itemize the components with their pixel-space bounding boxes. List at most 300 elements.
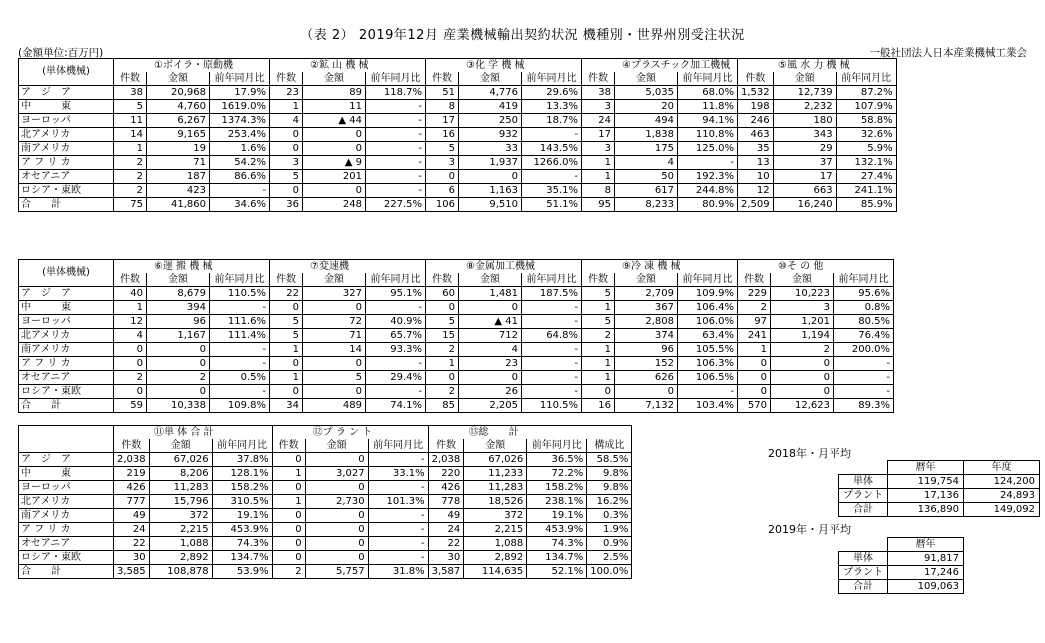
data-cell: 0 (270, 385, 303, 399)
column-header-amount: 金額 (305, 439, 368, 453)
data-cell: - (834, 385, 894, 399)
column-header-count: 件数 (738, 72, 774, 86)
region-label: オセアニア (19, 371, 114, 385)
data-cell: 5 (426, 315, 459, 329)
data-cell: 106 (426, 198, 459, 212)
group-header: ⑧金属加工機械 (426, 260, 582, 274)
data-cell: 24 (114, 523, 150, 537)
data-cell: 106.5% (678, 371, 738, 385)
data-cell: 1 (114, 301, 147, 315)
data-cell: - (210, 343, 270, 357)
data-cell: 106.4% (678, 301, 738, 315)
column-header-count: 件数 (270, 273, 303, 287)
summary-value: 17,136 (888, 489, 964, 503)
data-cell: 2,215 (149, 523, 212, 537)
data-cell: 10,223 (771, 287, 834, 301)
data-cell: 219 (114, 467, 150, 481)
data-cell: 0 (305, 509, 368, 523)
data-cell: - (522, 301, 582, 315)
data-cell: 0 (459, 371, 522, 385)
data-cell: 37 (773, 156, 836, 170)
data-cell: 2 (114, 170, 147, 184)
data-cell: - (366, 301, 426, 315)
data-cell: 2,892 (464, 551, 527, 565)
region-label: 合 計 (19, 198, 114, 212)
summary-label: 単体 (839, 552, 888, 566)
data-cell: 2,232 (773, 100, 836, 114)
data-cell: 108,878 (149, 565, 212, 579)
region-label: オセアニア (19, 537, 114, 551)
data-cell: 2,509 (738, 198, 774, 212)
data-cell: 372 (464, 509, 527, 523)
data-cell: 33.1% (368, 467, 428, 481)
data-cell: 49 (428, 509, 464, 523)
table-row (19, 128, 897, 142)
data-cell: 9,510 (459, 198, 522, 212)
data-cell: 229 (738, 287, 771, 301)
data-cell: 1,937 (459, 156, 522, 170)
table-row (19, 114, 897, 128)
data-cell: 10,338 (147, 399, 210, 413)
data-cell: - (522, 371, 582, 385)
data-cell: 1,201 (771, 315, 834, 329)
data-cell: 22 (114, 537, 150, 551)
data-cell: 16.2% (587, 495, 632, 509)
data-cell: 106.0% (678, 315, 738, 329)
table-row (19, 371, 894, 385)
data-cell: 0 (147, 385, 210, 399)
region-label: ヨーロッパ (19, 481, 114, 495)
region-label: ア ジ ア (19, 86, 114, 100)
column-header-yoy: 前年同月比 (522, 273, 582, 287)
data-cell: 49 (114, 509, 150, 523)
data-cell: 128.1% (212, 467, 272, 481)
data-cell: 97 (738, 315, 771, 329)
column-header-amount: 金額 (773, 72, 836, 86)
data-cell: - (834, 371, 894, 385)
unit-note: (金額単位:百万円) (18, 47, 104, 59)
data-cell: 18,526 (464, 495, 527, 509)
region-label: ア ジ ア (19, 453, 114, 467)
data-cell: 1,088 (149, 537, 212, 551)
data-cell: 0 (303, 301, 366, 315)
data-cell: - (368, 551, 428, 565)
table-row (19, 156, 897, 170)
data-cell: 4,776 (459, 86, 522, 100)
data-cell: 2 (738, 301, 771, 315)
data-cell: 0 (305, 523, 368, 537)
data-cell: 134.7% (212, 551, 272, 565)
data-cell: 180 (773, 114, 836, 128)
data-cell: 24 (428, 523, 464, 537)
data-cell: - (522, 315, 582, 329)
data-cell: 2,892 (149, 551, 212, 565)
data-cell: 1.6% (210, 142, 270, 156)
data-cell: - (210, 184, 270, 198)
data-cell: 134.7% (527, 551, 587, 565)
summary-row (839, 552, 964, 566)
column-header-yoy: 前年同月比 (836, 72, 896, 86)
column-header-yoy: 前年同月比 (522, 72, 582, 86)
data-cell: 2 (426, 343, 459, 357)
data-cell: 198 (738, 100, 774, 114)
data-cell: 5,757 (305, 565, 368, 579)
table-row (19, 467, 632, 481)
data-cell: 1 (270, 100, 303, 114)
data-cell: 4 (270, 114, 303, 128)
data-cell: 777 (114, 495, 150, 509)
summary-value: 149,092 (964, 503, 1040, 517)
data-cell: 75 (114, 198, 147, 212)
data-cell: 1 (582, 301, 615, 315)
column-header-yoy: 前年同月比 (368, 439, 428, 453)
data-cell: 11,283 (464, 481, 527, 495)
data-cell: 5 (270, 315, 303, 329)
data-cell: 125.0% (678, 142, 738, 156)
data-cell: 110.5% (210, 287, 270, 301)
data-cell: 22 (428, 537, 464, 551)
data-cell: 15 (426, 329, 459, 343)
data-cell: 17 (773, 170, 836, 184)
region-label: オセアニア (19, 170, 114, 184)
data-cell: 932 (459, 128, 522, 142)
region-label: ヨーロッパ (19, 114, 114, 128)
data-cell: 50 (615, 170, 678, 184)
column-header-amount: 金額 (303, 72, 366, 86)
data-cell: 15,796 (149, 495, 212, 509)
data-cell: 712 (459, 329, 522, 343)
data-cell: 494 (615, 114, 678, 128)
data-cell: 187.5% (522, 287, 582, 301)
group-header: ②鉱 山 機 械 (270, 59, 426, 73)
data-cell: 71 (303, 329, 366, 343)
data-cell: 2,038 (428, 453, 464, 467)
data-cell: 22 (270, 287, 303, 301)
data-cell: 2 (272, 565, 305, 579)
region-label: 北アメリカ (19, 495, 114, 509)
column-header-count: 件数 (426, 72, 459, 86)
data-cell: 2.5% (587, 551, 632, 565)
data-cell: 38 (582, 86, 615, 100)
table-row (19, 399, 894, 413)
data-cell: 5 (303, 371, 366, 385)
data-cell: 13.3% (522, 100, 582, 114)
data-cell: - (366, 156, 426, 170)
data-cell: 19.1% (212, 509, 272, 523)
data-cell: - (522, 343, 582, 357)
data-cell: 74.1% (366, 399, 426, 413)
summary-label: 合計 (839, 580, 888, 594)
column-header-amount: 金額 (615, 72, 678, 86)
data-cell: 5.9% (836, 142, 896, 156)
data-cell: 59 (114, 399, 147, 413)
data-cell: 5 (426, 142, 459, 156)
data-cell: 12,739 (773, 86, 836, 100)
data-cell: 100.0% (587, 565, 632, 579)
column-header-amount: 金額 (615, 273, 678, 287)
data-cell: 52.1% (527, 565, 587, 579)
data-cell: 12 (114, 315, 147, 329)
data-cell: 71 (147, 156, 210, 170)
data-cell: 35 (738, 142, 774, 156)
data-cell: 85 (426, 399, 459, 413)
data-cell: 87.2% (836, 86, 896, 100)
data-cell: 394 (147, 301, 210, 315)
data-cell: 2,808 (615, 315, 678, 329)
data-cell: 110.8% (678, 128, 738, 142)
data-cell: - (678, 385, 738, 399)
data-cell: 107.9% (836, 100, 896, 114)
data-cell: 16,240 (773, 198, 836, 212)
data-cell: 2,038 (114, 453, 150, 467)
table-row (19, 357, 894, 371)
group-header: ⑪単 体 合 計 (114, 426, 273, 440)
data-cell: 0 (272, 481, 305, 495)
data-cell: 5 (270, 170, 303, 184)
column-header-share: 構成比 (587, 439, 632, 453)
column-header-yoy: 前年同月比 (210, 273, 270, 287)
data-cell: 0 (272, 509, 305, 523)
data-cell: 0 (582, 385, 615, 399)
data-cell: 0.5% (210, 371, 270, 385)
summary-row (839, 475, 1040, 489)
data-cell: 93.3% (366, 343, 426, 357)
data-cell: 5 (582, 287, 615, 301)
data-cell: 0 (771, 371, 834, 385)
data-cell: 1,194 (771, 329, 834, 343)
data-cell: 63.4% (678, 329, 738, 343)
summary-header: 暦年 (888, 538, 964, 552)
data-cell: - (366, 128, 426, 142)
data-cell: 111.6% (210, 315, 270, 329)
data-cell: 18.7% (522, 114, 582, 128)
data-cell: 17.9% (210, 86, 270, 100)
table-row (19, 100, 897, 114)
data-cell: 72.2% (527, 467, 587, 481)
data-cell: 4 (615, 156, 678, 170)
data-cell: 30 (428, 551, 464, 565)
group-header: ①ボイラ・原動機 (114, 59, 270, 73)
data-cell: 2 (582, 329, 615, 343)
data-cell: - (366, 385, 426, 399)
data-cell: - (834, 357, 894, 371)
region-label: 中 東 (19, 467, 114, 481)
data-cell: 3,587 (428, 565, 464, 579)
table-row (19, 315, 894, 329)
data-cell: 0 (114, 385, 147, 399)
group-header: ⑬総 計 (428, 426, 632, 440)
summary-header: 暦年 (888, 461, 964, 475)
data-cell: 1,481 (459, 287, 522, 301)
column-header-amount: 金額 (459, 273, 522, 287)
data-cell: 201 (303, 170, 366, 184)
data-cell: 0 (459, 170, 522, 184)
data-cell: 12 (738, 184, 774, 198)
region-label: ア フ リ カ (19, 357, 114, 371)
data-cell: 310.5% (212, 495, 272, 509)
data-cell: 2 (114, 371, 147, 385)
data-cell: 96 (615, 343, 678, 357)
data-cell: 1 (270, 371, 303, 385)
data-cell: 2 (771, 343, 834, 357)
data-cell: 80.5% (834, 315, 894, 329)
data-cell: 1,838 (615, 128, 678, 142)
data-cell: 0 (270, 357, 303, 371)
data-cell: 38 (114, 86, 147, 100)
data-cell: 0 (270, 142, 303, 156)
unit-label (19, 426, 114, 453)
data-cell: 53.9% (212, 565, 272, 579)
data-cell: 2 (426, 385, 459, 399)
data-cell: 0 (615, 385, 678, 399)
data-cell: 0 (303, 128, 366, 142)
column-header-count: 件数 (738, 273, 771, 287)
summary-value: 136,890 (888, 503, 964, 517)
data-cell: 200.0% (834, 343, 894, 357)
data-cell: 11,283 (149, 481, 212, 495)
data-cell: 101.3% (368, 495, 428, 509)
data-cell: 0 (303, 184, 366, 198)
summary-row (839, 503, 1040, 517)
data-cell: 8,233 (615, 198, 678, 212)
data-cell: 238.1% (527, 495, 587, 509)
data-cell: 94.1% (678, 114, 738, 128)
group-header: ③化 学 機 械 (426, 59, 582, 73)
data-cell: 372 (149, 509, 212, 523)
data-cell: 246 (738, 114, 774, 128)
data-cell: 0 (114, 357, 147, 371)
data-cell: 110.5% (522, 399, 582, 413)
data-cell: 3 (582, 142, 615, 156)
data-cell: 0 (771, 357, 834, 371)
column-header-amount: 金額 (147, 72, 210, 86)
summary-value: 17,246 (888, 566, 964, 580)
data-cell: 1 (582, 156, 615, 170)
data-cell: 244.8% (678, 184, 738, 198)
data-cell: 0 (303, 357, 366, 371)
column-header-count: 件数 (272, 439, 305, 453)
column-header-amount: 金額 (464, 439, 527, 453)
region-label: 南アメリカ (19, 509, 114, 523)
data-cell: 617 (615, 184, 678, 198)
region-label: 合 計 (19, 565, 114, 579)
data-cell: 0 (272, 523, 305, 537)
table-row (19, 301, 894, 315)
data-cell: 426 (428, 481, 464, 495)
data-cell: 31.8% (368, 565, 428, 579)
data-cell: 105.5% (678, 343, 738, 357)
data-cell: 60 (426, 287, 459, 301)
column-header-amount: 金額 (149, 439, 212, 453)
data-cell: 23 (270, 86, 303, 100)
data-cell: 13 (738, 156, 774, 170)
data-cell: 367 (615, 301, 678, 315)
region-label: ヨーロッパ (19, 315, 114, 329)
data-cell: 65.7% (366, 329, 426, 343)
data-cell: 1 (582, 343, 615, 357)
data-cell: 30 (114, 551, 150, 565)
data-cell: 80.9% (678, 198, 738, 212)
table-row (19, 184, 897, 198)
data-cell: - (366, 170, 426, 184)
data-cell: - (366, 142, 426, 156)
data-cell: 103.4% (678, 399, 738, 413)
data-cell: 2,709 (615, 287, 678, 301)
column-header-yoy: 前年同月比 (366, 273, 426, 287)
column-header-count: 件数 (114, 273, 147, 287)
data-cell: 67,026 (464, 453, 527, 467)
data-cell: 11,233 (464, 467, 527, 481)
data-cell: 220 (428, 467, 464, 481)
data-cell: 8,679 (147, 287, 210, 301)
avg-2019-table (838, 537, 964, 594)
data-cell: - (522, 357, 582, 371)
data-cell: 9,165 (147, 128, 210, 142)
data-cell: 570 (738, 399, 771, 413)
group-header: ⑦変速機 (270, 260, 426, 274)
data-cell: 0 (270, 301, 303, 315)
data-cell: ▲ 41 (459, 315, 522, 329)
data-cell: 58.5% (587, 453, 632, 467)
summary-value: 109,063 (888, 580, 964, 594)
data-cell: 10 (738, 170, 774, 184)
data-cell: 241 (738, 329, 771, 343)
data-cell: 227.5% (366, 198, 426, 212)
data-cell: 0 (147, 357, 210, 371)
data-cell: 32.6% (836, 128, 896, 142)
table-row (19, 537, 632, 551)
data-cell: 0 (114, 343, 147, 357)
data-cell: 248 (303, 198, 366, 212)
data-cell: 40.9% (366, 315, 426, 329)
data-cell: 72 (303, 315, 366, 329)
data-cell: - (366, 184, 426, 198)
summary-label: プラント (839, 489, 888, 503)
data-cell: 0 (305, 551, 368, 565)
data-cell: 96 (147, 315, 210, 329)
data-cell: 327 (303, 287, 366, 301)
data-cell: 778 (428, 495, 464, 509)
column-header-yoy: 前年同月比 (834, 273, 894, 287)
region-label: 合 計 (19, 399, 114, 413)
data-cell: - (368, 481, 428, 495)
data-cell: - (366, 357, 426, 371)
data-cell: 5 (270, 329, 303, 343)
data-cell: 14 (303, 343, 366, 357)
data-cell: 3 (771, 301, 834, 315)
data-cell: 5 (582, 315, 615, 329)
data-cell: 187 (147, 170, 210, 184)
data-cell: 12,623 (771, 399, 834, 413)
summary-row (839, 489, 1040, 503)
group-header: ⑨冷 凍 機 械 (582, 260, 738, 274)
column-header-yoy: 前年同月比 (366, 72, 426, 86)
region-label: 中 東 (19, 100, 114, 114)
data-cell: 0 (305, 481, 368, 495)
data-cell: 143.5% (522, 142, 582, 156)
summary-value: 24,893 (964, 489, 1040, 503)
data-cell: 40 (114, 287, 147, 301)
data-cell: 16 (426, 128, 459, 142)
data-cell: 253.4% (210, 128, 270, 142)
data-cell: 1619.0% (210, 100, 270, 114)
data-cell: 1 (582, 371, 615, 385)
data-cell: - (210, 385, 270, 399)
data-cell: 29.6% (522, 86, 582, 100)
table-row (19, 551, 632, 565)
data-cell: 76.4% (834, 329, 894, 343)
column-header-count: 件数 (582, 72, 615, 86)
